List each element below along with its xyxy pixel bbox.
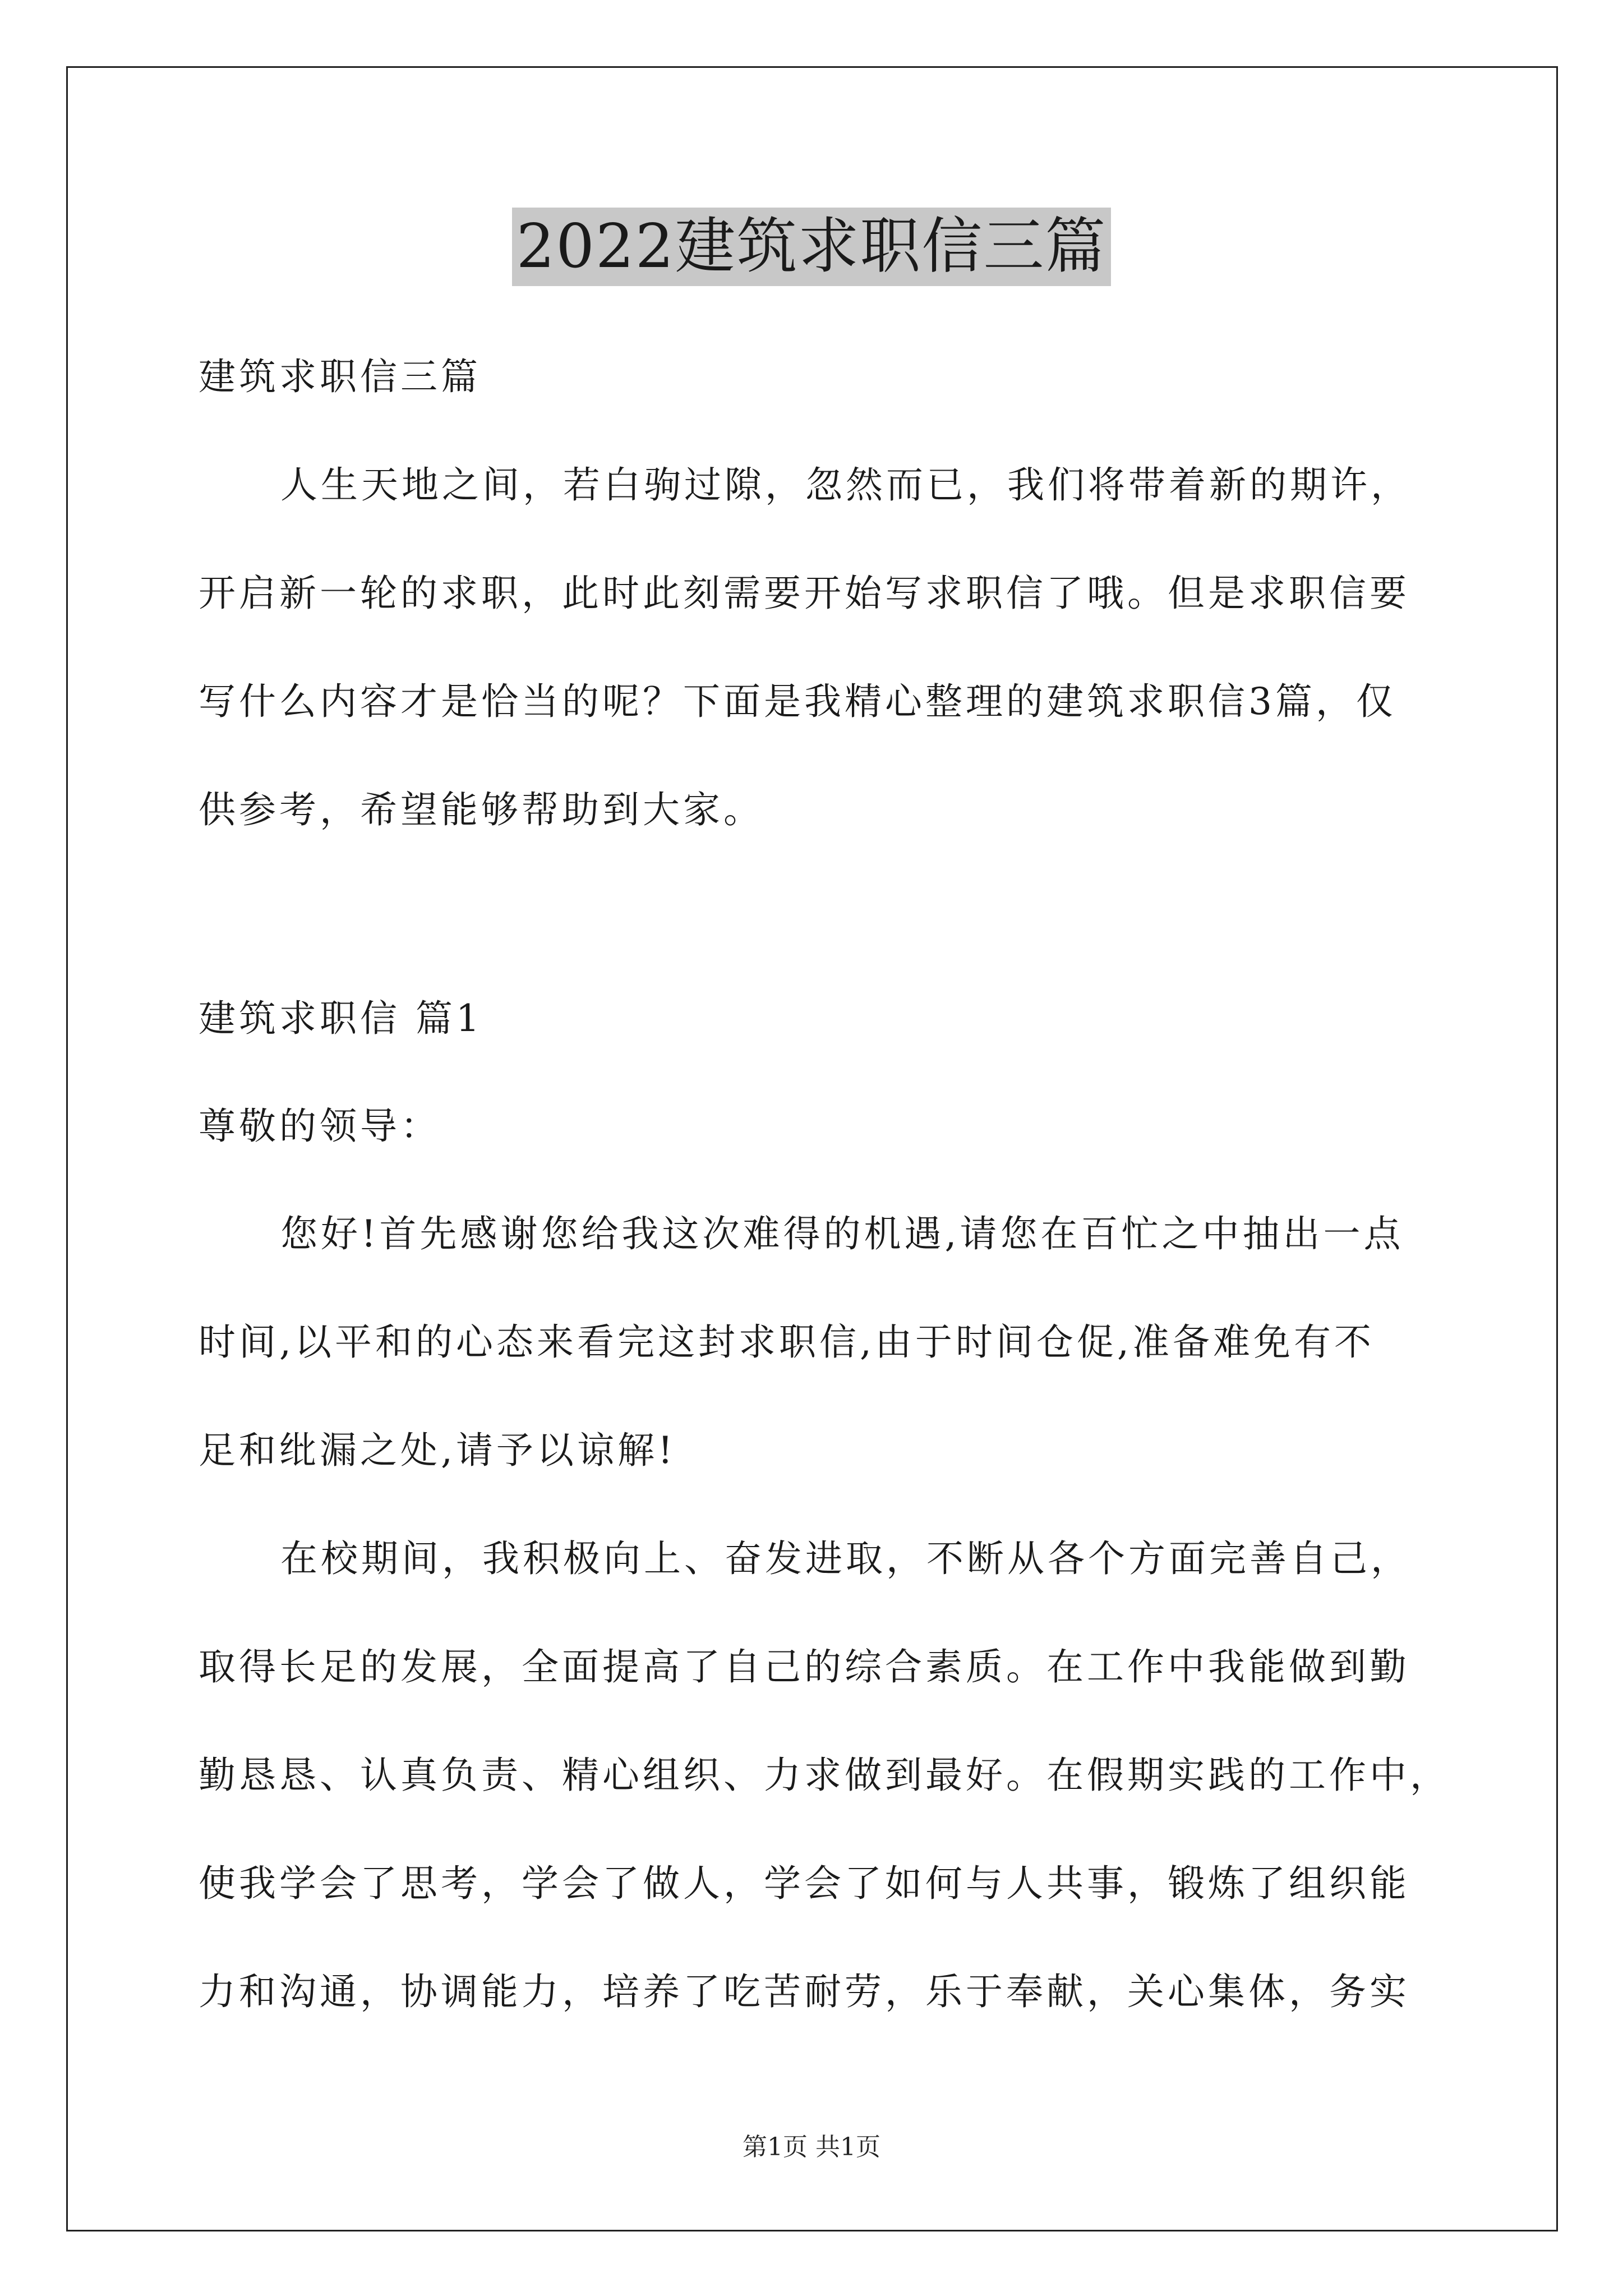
para2-line-4: 使我学会了思考，学会了做人，学会了如何与人共事，锻炼了组织能 <box>199 1862 1410 1905</box>
para1-line-1: 您好!首先感谢您给我这次难得的机遇,请您在百忙之中抽出一点 <box>280 1212 1404 1255</box>
para2-line-1: 在校期间，我积极向上、奋发进取，不断从各个方面完善自己， <box>280 1537 1411 1580</box>
para1-line-2: 时间,以平和的心态来看完这封求职信,由于时间仓促,准备难免有不 <box>199 1320 1375 1364</box>
intro-line-3: 写什么内容才是恰当的呢？下面是我精心整理的建筑求职信3篇，仅 <box>199 680 1396 723</box>
section-heading: 建筑求职信 篇1 <box>199 997 483 1040</box>
intro-line-4: 供参考，希望能够帮助到大家。 <box>199 788 764 831</box>
salutation: 尊敬的领导： <box>199 1105 441 1148</box>
intro-line-2: 开启新一轮的求职，此时此刻需要开始写求职信了哦。但是求职信要 <box>199 572 1410 615</box>
para2-line-5: 力和沟通，协调能力，培养了吃苦耐劳，乐于奉献，关心集体，务实 <box>199 1970 1410 2013</box>
intro-line-1: 人生天地之间，若白驹过隙，忽然而已，我们将带着新的期许， <box>280 463 1411 507</box>
title-container <box>0 208 1623 286</box>
page-footer: 第1页 共1页 <box>743 2133 880 2161</box>
para2-line-3: 勤恳恳、认真负责、精心组织、力求做到最好。在假期实践的工作中， <box>199 1754 1450 1797</box>
document-subtitle: 建筑求职信三篇 <box>199 355 481 398</box>
para1-line-3: 足和纰漏之处,请予以谅解! <box>199 1429 676 1472</box>
document-title: 2022建筑求职信三篇 <box>512 208 1112 286</box>
para2-line-2: 取得长足的发展，全面提高了自己的综合素质。在工作中我能做到勤 <box>199 1645 1410 1688</box>
